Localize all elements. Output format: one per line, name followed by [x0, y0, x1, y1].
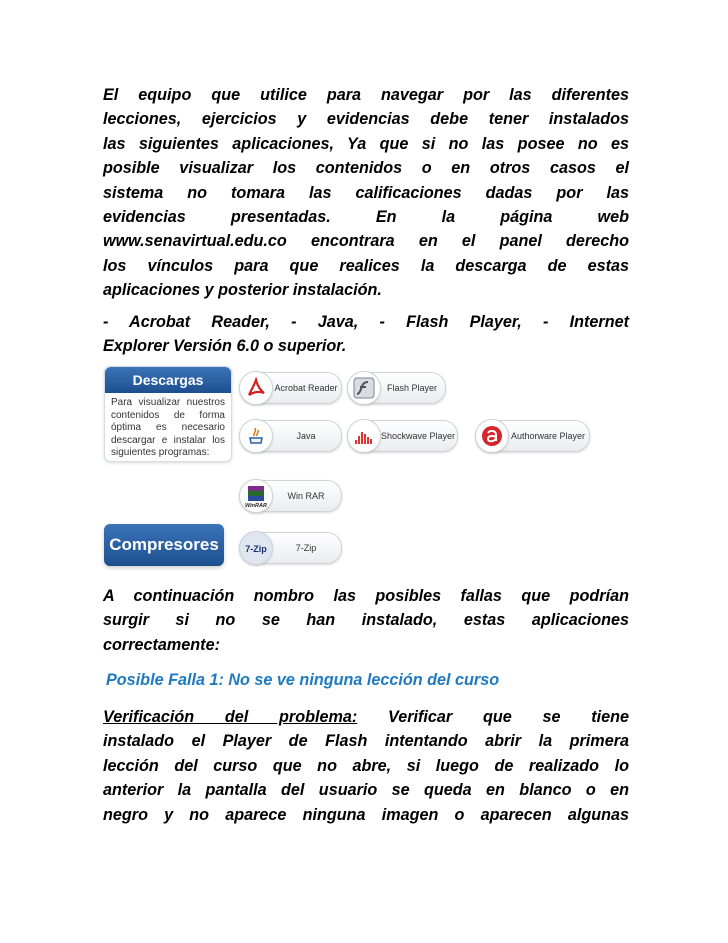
authorware-icon [475, 419, 509, 453]
text-line: lecciones, ejercicios y evidencias debe tener instalados [103, 110, 629, 129]
text-line-url: www.senavirtual.edu.co encontrara en el panel derecho [103, 232, 629, 251]
downloads-card [104, 366, 232, 462]
text-line: El equipo que utilice para navegar por las diferentes [103, 86, 629, 104]
text-line: - Acrobat Reader, - Java, - Flash Player, - Internet [103, 313, 629, 331]
text-line: aplicaciones y posterior instalación. [103, 281, 382, 300]
app-label: Java [296, 431, 316, 441]
verification-text: Verificar que se tiene [357, 708, 629, 726]
paragraph-app-list [103, 310, 629, 359]
downloads-figure [104, 362, 604, 577]
text-line: instalado el Player de Flash intentando abrir la primera [103, 732, 629, 751]
flash-icon [347, 371, 381, 405]
app-label: 7-Zip [295, 543, 317, 553]
compressors-title: Compresores [104, 524, 224, 566]
flash-player-item[interactable] [348, 372, 446, 404]
text-line: las siguientes aplicaciones, Ya que si no las posee no es [103, 134, 629, 153]
shockwave-icon [347, 419, 381, 453]
text-line: surgir si no se han instalado, estas aplicaciones [103, 611, 629, 630]
text-line: correctamente: [103, 635, 220, 654]
7zip-icon-text: 7-Zip [245, 544, 267, 554]
text-line: evidencias presentadas. En la página web [103, 208, 629, 227]
text-line: A continuación nombro las posibles fallas que podrían [103, 587, 629, 605]
app-label: Win RAR [287, 491, 325, 501]
text-line: los vínculos para que realices la descarga de estas [103, 256, 629, 275]
text-line: sistema no tomara las calificaciones dadas por las [103, 183, 629, 202]
text-line: Explorer Versión 6.0 o superior. [103, 337, 347, 356]
7zip-item[interactable] [240, 532, 342, 564]
app-label: Shockwave Player [380, 431, 456, 441]
paragraph-possible-failures [103, 584, 629, 657]
paragraph-verification [103, 705, 629, 827]
app-label: Flash Player [386, 383, 438, 393]
winrar-icon-text: WinRAR [245, 503, 267, 509]
acrobat-reader-item[interactable] [240, 372, 342, 404]
text-line: negro y no aparece ninguna imagen o aparecen algunas [103, 805, 629, 824]
shockwave-player-item[interactable] [348, 420, 458, 452]
authorware-player-item[interactable] [476, 420, 590, 452]
java-icon [239, 419, 273, 453]
winrar-item[interactable] [240, 480, 342, 512]
downloads-title: Descargas [105, 367, 231, 393]
7zip-icon [239, 531, 273, 565]
verification-label: Verificación del problema: [103, 708, 358, 726]
app-label: Authorware Player [510, 431, 586, 441]
text-line: posible visualizar los contenidos o en otros casos el [103, 159, 629, 178]
winrar-icon [239, 479, 273, 513]
acrobat-icon [239, 371, 273, 405]
app-label: Acrobat Reader [274, 383, 338, 393]
text-line: lección del curso que no abre, si luego de realizado lo [103, 756, 629, 775]
paragraph-requirements [103, 83, 629, 303]
text-line [103, 705, 629, 729]
downloads-description: Para visualizar nuestros contenidos de forma óptima es necesario descargar e instalar los siguientes programas: [111, 397, 225, 458]
text-line: anterior la pantalla del usuario se queda en blanco o en [103, 781, 629, 800]
failure-heading: Posible Falla 1: No se ve ninguna lección del curso [106, 671, 500, 689]
java-item[interactable] [240, 420, 342, 452]
